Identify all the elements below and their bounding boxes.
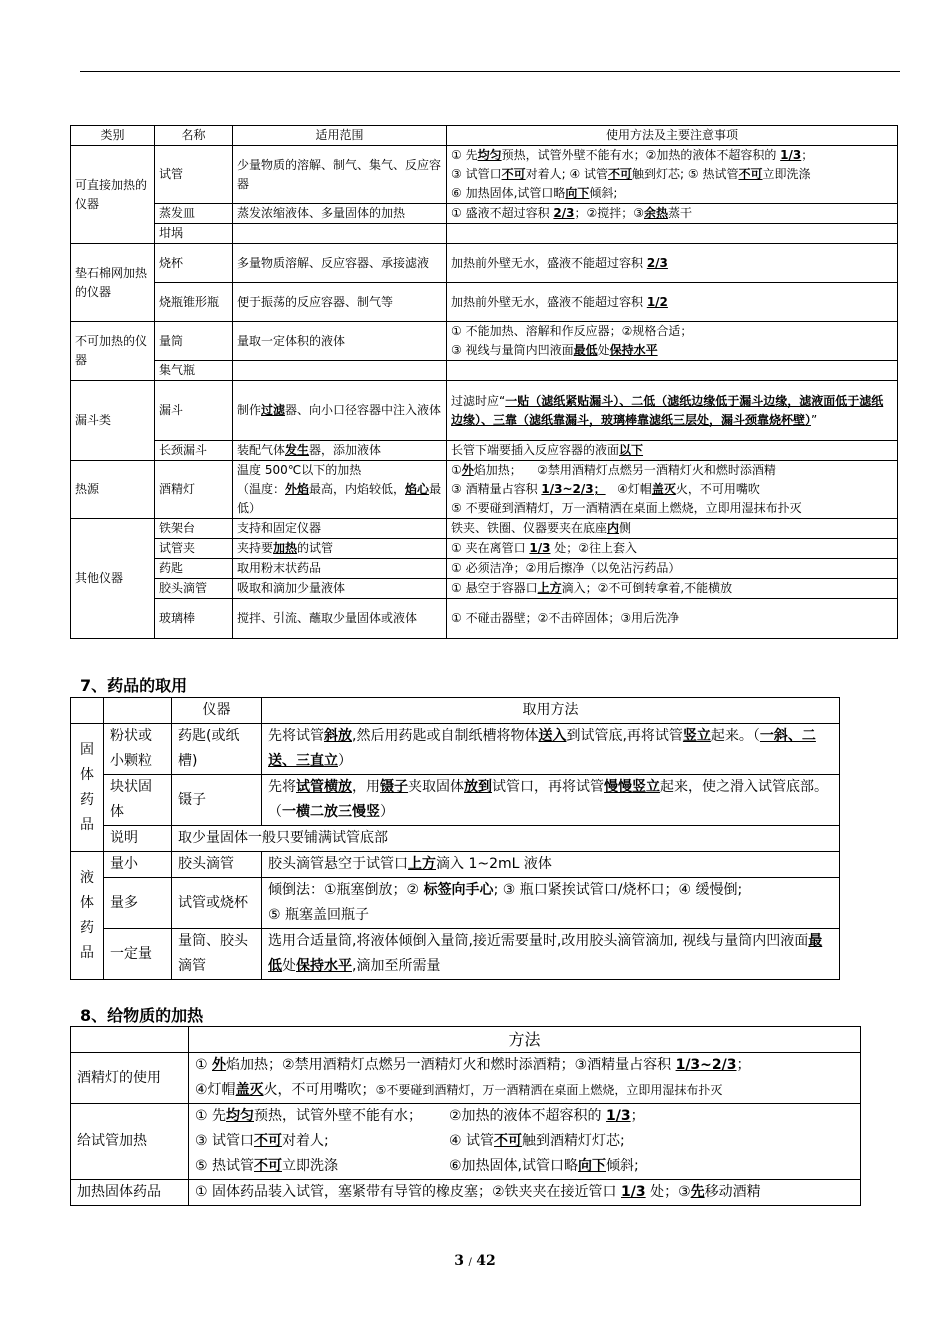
- method-cell: ① 先均匀预热，试管外壁不能有水； ②加热的液体不超容积的 1/3； ③ 试管口不可对着人; ④ 试管不可触到酒精灯灯芯; ⑤ 热试管不可立即洗涤 ⑥加热固体,试管口略向下倾斜;: [189, 1104, 861, 1180]
- table-row: [71, 539, 898, 559]
- method-cell: 胶头滴管悬空于试管口上方滴入 1~2mL 液体: [262, 852, 840, 878]
- scope-cell: 量取一定体积的液体: [233, 322, 447, 361]
- table-header-row: [71, 1027, 861, 1053]
- table-row: [71, 724, 840, 775]
- name-cell: 烧瓶锥形瓶: [155, 283, 233, 322]
- usage-cell: ① 先均匀预热，试管外壁不能有水；②加热的液体不超容积的 1/3； ③ 试管口不可对着人; ④ 试管不可触到灯芯; ⑤ 热试管不可立即洗涤 ⑥ 加热固体,试管口略向下倾斜;: [447, 146, 898, 204]
- method-cell: 选用合适量筒,将液体倾倒入量筒,接近需要量时,改用胶头滴管滴加, 视线与量筒内凹液面最低处保持水平,滴加至所需量: [262, 929, 840, 980]
- table-row: [71, 224, 898, 244]
- table-header-row: [71, 126, 898, 146]
- header-scope: 适用范围: [233, 126, 447, 146]
- row-label: 给试管加热: [71, 1104, 189, 1180]
- method-cell: ① 外焰加热；②禁用酒精灯点燃另一酒精灯火和燃时添酒精；③酒精量占容积 1/3~2/3； ④灯帽盖灭火，不可用嘴吹；⑤不要碰到酒精灯，万一酒精洒在桌面上燃烧，立即用湿抹布扑灭: [189, 1053, 861, 1104]
- table-row: [71, 1104, 861, 1180]
- table-row: [71, 244, 898, 283]
- category-cell: 不可加热的仪器: [71, 322, 155, 381]
- instrument-cell: 镊子: [172, 775, 262, 826]
- name-cell: 漏斗: [155, 381, 233, 441]
- scope-cell: 制作过滤器、向小口径容器中注入液体: [233, 381, 447, 441]
- method-cell: 先将试管斜放,然后用药匙或自制纸槽将物体送入到试管底,再将试管竖立起来。（一斜、二送、三直立）: [262, 724, 840, 775]
- usage-cell: ① 夹在离管口 1/3 处；②往上套入: [447, 539, 898, 559]
- table-row: [71, 204, 898, 224]
- heating-table: [70, 1026, 861, 1206]
- scope-cell: 支持和固定仪器: [233, 519, 447, 539]
- table-row: [71, 579, 898, 599]
- name-cell: 长颈漏斗: [155, 441, 233, 461]
- table-row: [71, 283, 898, 322]
- usage-cell: ① 不能加热、溶解和作反应器；②规格合适； ③ 视线与量筒内凹液面最低处保持水平: [447, 322, 898, 361]
- name-cell: 烧杯: [155, 244, 233, 283]
- scope-cell: 温度 500℃以下的加热 （温度：外焰最高，内焰较低，焰心最低）: [233, 461, 447, 519]
- name-cell: 试管夹: [155, 539, 233, 559]
- row-label: 量小: [104, 852, 172, 878]
- method-cell: 先将试管横放，用镊子夹取固体放到试管口，再将试管慢慢竖立起来，使之滑入试管底部。（一横二放三慢竖）: [262, 775, 840, 826]
- reagent-table: [70, 697, 840, 980]
- solid-category: 固体药品: [71, 724, 104, 852]
- table-row: [71, 322, 898, 361]
- section-title-8: 8、给物质的加热: [80, 1006, 204, 1025]
- table-row: [71, 461, 898, 519]
- usage-cell: ①外焰加热； ②禁用酒精灯点燃另一酒精灯火和燃时添酒精 ③ 酒精量占容积 1/3~2/3； ④灯帽盖灭火，不可用嘴吹 ⑤ 不要碰到酒精灯，万一酒精洒在桌面上燃烧，立即用湿抹布扑灭: [447, 461, 898, 519]
- table-row: [71, 361, 898, 381]
- scope-cell: 取用粉末状药品: [233, 559, 447, 579]
- row-label: 量多: [104, 878, 172, 929]
- usage-cell: [447, 361, 898, 381]
- name-cell: 集气瓶: [155, 361, 233, 381]
- name-cell: 胶头滴管: [155, 579, 233, 599]
- name-cell: 坩埚: [155, 224, 233, 244]
- usage-cell: ① 必须洁净；②用后擦净（以免沾污药品）: [447, 559, 898, 579]
- method-cell: 取少量固体一般只要铺满试管底部: [172, 826, 840, 852]
- scope-cell: 搅拌、引流、蘸取少量固体或液体: [233, 599, 447, 639]
- usage-cell: 加热前外壁无水，盛液不能超过容积 1/2: [447, 283, 898, 322]
- header-method: 取用方法: [262, 698, 840, 724]
- row-label: 块状固体: [104, 775, 172, 826]
- usage-cell: ① 盛液不超过容积 2/3；②搅拌；③余热蒸干: [447, 204, 898, 224]
- header-category: 类别: [71, 126, 155, 146]
- name-cell: 玻璃棒: [155, 599, 233, 639]
- liquid-category: 液体药品: [71, 852, 104, 980]
- usage-cell: 长管下端要插入反应容器的液面以下: [447, 441, 898, 461]
- row-label: 一定量: [104, 929, 172, 980]
- category-cell: 漏斗类: [71, 381, 155, 461]
- usage-cell: [447, 224, 898, 244]
- name-cell: 蒸发皿: [155, 204, 233, 224]
- table-row: [71, 519, 898, 539]
- header-method: 方法: [189, 1027, 861, 1053]
- header-usage: 使用方法及主要注意事项: [447, 126, 898, 146]
- name-cell: 量筒: [155, 322, 233, 361]
- method-cell: ① 固体药品装入试管，塞紧带有导管的橡皮塞；②铁夹夹在接近管口 1/3 处；③先移动酒精: [189, 1180, 861, 1206]
- table-row: [71, 929, 840, 980]
- instrument-cell: 试管或烧杯: [172, 878, 262, 929]
- header-rule: [80, 71, 900, 72]
- scope-cell: 多量物质溶解、反应容器、承接滤液: [233, 244, 447, 283]
- scope-cell: 蒸发浓缩液体、多量固体的加热: [233, 204, 447, 224]
- row-label: 粉状或小颗粒: [104, 724, 172, 775]
- table-row: [71, 146, 898, 204]
- scope-cell: 少量物质的溶解、制气、集气、反应容器: [233, 146, 447, 204]
- table-row: [71, 1180, 861, 1206]
- name-cell: 酒精灯: [155, 461, 233, 519]
- table-row: [71, 878, 840, 929]
- usage-cell: 过滤时应“一贴（滤纸紧贴漏斗）、二低（滤纸边缘低于漏斗边缘，滤液面低于滤纸边缘）、三靠（滤纸靠漏斗，玻璃棒靠滤纸三层处，漏斗颈靠烧杯壁）”: [447, 381, 898, 441]
- usage-cell: ① 不碰击器壁；②不击碎固体；③用后洗净: [447, 599, 898, 639]
- table-row: [71, 1053, 861, 1104]
- page-number: 3 / 42: [454, 1253, 496, 1269]
- scope-cell: [233, 224, 447, 244]
- table-row: [71, 826, 840, 852]
- instrument-cell: 胶头滴管: [172, 852, 262, 878]
- method-cell: 倾倒法：①瓶塞倒放；② 标签向手心; ③ 瓶口紧挨试管口/烧杯口；④ 缓慢倒; ⑤ 瓶塞盖回瓶子: [262, 878, 840, 929]
- scope-cell: 装配气体发生器，添加液体: [233, 441, 447, 461]
- category-cell: 可直接加热的仪器: [71, 146, 155, 244]
- name-cell: 试管: [155, 146, 233, 204]
- name-cell: 铁架台: [155, 519, 233, 539]
- header-name: 名称: [155, 126, 233, 146]
- table-row: [71, 599, 898, 639]
- usage-cell: ① 悬空于容器口上方滴入；②不可倒转拿着,不能横放: [447, 579, 898, 599]
- category-cell: 其他仪器: [71, 519, 155, 639]
- row-label: 酒精灯的使用: [71, 1053, 189, 1104]
- category-cell: 垫石棉网加热的仪器: [71, 244, 155, 322]
- name-cell: 药匙: [155, 559, 233, 579]
- table-row: [71, 381, 898, 441]
- table-header-row: [71, 698, 840, 724]
- instrument-cell: 药匙(或纸槽): [172, 724, 262, 775]
- row-label: 说明: [104, 826, 172, 852]
- row-label: 加热固体药品: [71, 1180, 189, 1206]
- table-row: [71, 852, 840, 878]
- instrument-table: [70, 125, 898, 639]
- table-row: [71, 775, 840, 826]
- category-cell: 热源: [71, 461, 155, 519]
- header-instrument: 仪器: [172, 698, 262, 724]
- instrument-cell: 量筒、胶头滴管: [172, 929, 262, 980]
- section-title-7: 7、药品的取用: [80, 676, 188, 695]
- scope-cell: [233, 361, 447, 381]
- scope-cell: 夹持要加热的试管: [233, 539, 447, 559]
- table-row: [71, 441, 898, 461]
- table-row: [71, 559, 898, 579]
- scope-cell: 吸取和滴加少量液体: [233, 579, 447, 599]
- usage-cell: 铁夹、铁圈、仪器要夹在底座内侧: [447, 519, 898, 539]
- scope-cell: 便于振荡的反应容器、制气等: [233, 283, 447, 322]
- usage-cell: 加热前外壁无水，盛液不能超过容积 2/3: [447, 244, 898, 283]
